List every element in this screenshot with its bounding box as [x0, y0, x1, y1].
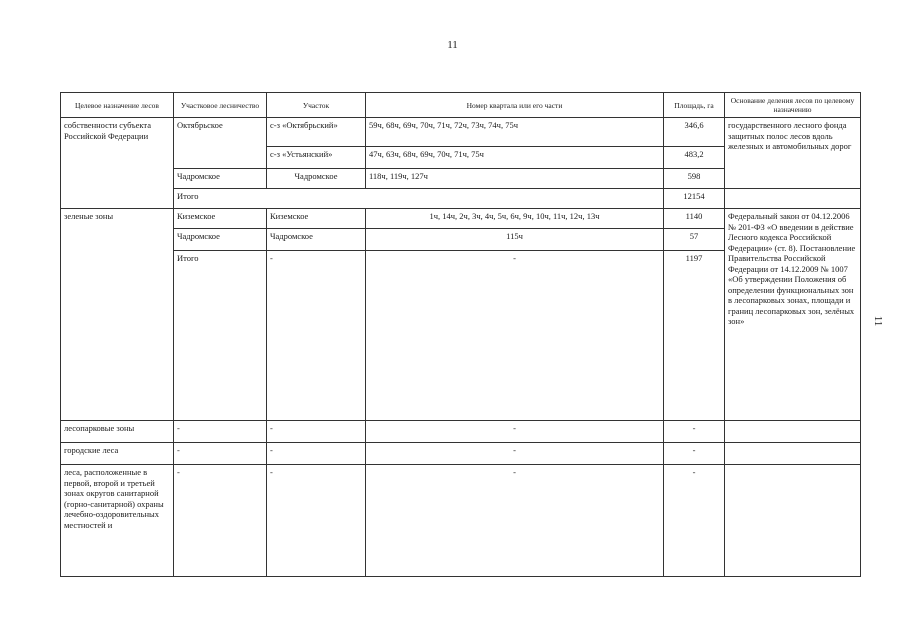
table-row [61, 209, 861, 229]
area-cell: - [664, 465, 725, 577]
forestry-cell: - [174, 443, 267, 465]
purpose-cell: зеленые зоны [61, 209, 174, 421]
quarters-cell: - [366, 465, 664, 577]
basis-cell [725, 465, 861, 577]
forestry-cell: - [174, 421, 267, 443]
site-cell: - [267, 421, 366, 443]
total-label-cell: Итого [174, 189, 664, 209]
purpose-cell: городские леса [61, 443, 174, 465]
purpose-cell: лесопарковые зоны [61, 421, 174, 443]
page-number-side: 11 [872, 315, 884, 327]
area-cell: 57 [664, 229, 725, 251]
site-cell: - [267, 251, 366, 421]
site-cell: с-з «Октябрьский» [267, 118, 366, 147]
forestry-cell: Итого [174, 251, 267, 421]
site-cell: Чадромское [267, 169, 366, 189]
area-cell: 598 [664, 169, 725, 189]
forestry-cell: Киземское [174, 209, 267, 229]
quarters-cell: - [366, 251, 664, 421]
quarters-cell: 115ч [366, 229, 664, 251]
header-forestry: Участковое лесничество [174, 93, 267, 118]
forestry-cell: Чадромское [174, 169, 267, 189]
header-site: Участок [267, 93, 366, 118]
table-row [61, 118, 861, 147]
basis-cell: Федеральный закон от 04.12.2006 № 201-ФЗ «О введении в действие Лесного кодекса Российской Федерации» (ст. 8). Постановление Правительства Российской Федерации от 14.12.2009 № 1007 «Об утверждении Положения об определении функциональных зон в лесопарковых зонах, площади и границ лесопарковых зон, зелёных зон» [725, 209, 861, 421]
table-header-row [61, 93, 861, 118]
forestry-cell: - [174, 465, 267, 577]
header-purpose: Целевое назначение лесов [61, 93, 174, 118]
header-area: Площадь, га [664, 93, 725, 118]
quarters-cell: 47ч, 63ч, 68ч, 69ч, 70ч, 71ч, 75ч [366, 147, 664, 169]
quarters-cell: - [366, 443, 664, 465]
basis-cell [725, 443, 861, 465]
forestry-cell: Октябрьское [174, 118, 267, 169]
quarters-cell: 118ч, 119ч, 127ч [366, 169, 664, 189]
purpose-cell: собственности субъекта Российской Федерации [61, 118, 174, 209]
area-cell: 483,2 [664, 147, 725, 169]
basis-cell [725, 421, 861, 443]
table-row [61, 465, 861, 577]
area-cell: 346,6 [664, 118, 725, 147]
area-cell: - [664, 443, 725, 465]
forestry-cell: Чадромское [174, 229, 267, 251]
table-row [61, 189, 861, 209]
site-cell: с-з «Устьянский» [267, 147, 366, 169]
site-cell: - [267, 465, 366, 577]
quarters-cell: 59ч, 68ч, 69ч, 70ч, 71ч, 72ч, 73ч, 74ч, 75ч [366, 118, 664, 147]
area-cell: 12154 [664, 189, 725, 209]
area-cell: - [664, 421, 725, 443]
header-basis: Основание деления лесов по целевому назначению [725, 93, 861, 118]
table-row [61, 443, 861, 465]
basis-cell-empty [725, 189, 861, 209]
forest-purpose-table [60, 92, 861, 577]
area-cell: 1140 [664, 209, 725, 229]
area-cell: 1197 [664, 251, 725, 421]
quarters-cell: 1ч, 14ч, 2ч, 3ч, 4ч, 5ч, 6ч, 9ч, 10ч, 11ч, 12ч, 13ч [366, 209, 664, 229]
site-cell: - [267, 443, 366, 465]
header-quarters: Номер квартала или его части [366, 93, 664, 118]
table-row [61, 421, 861, 443]
site-cell: Киземское [267, 209, 366, 229]
site-cell: Чадромское [267, 229, 366, 251]
purpose-cell: леса, расположенные в первой, второй и третьей зонах округов санитарной (горно-санитарной) охраны лечебно-оздоровительных местностей и [61, 465, 174, 577]
basis-cell: государственного лесного фонда защитных полос лесов вдоль железных и автомобильных дорог [725, 118, 861, 189]
quarters-cell: - [366, 421, 664, 443]
page-number-top: 11 [447, 39, 458, 51]
